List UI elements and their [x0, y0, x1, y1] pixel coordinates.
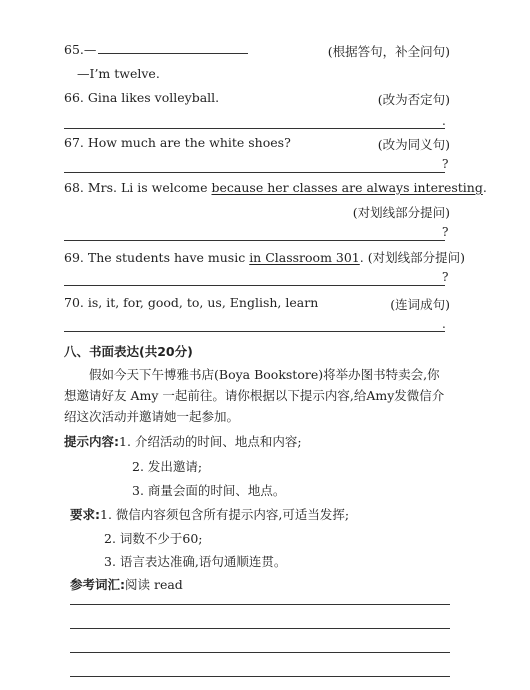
writing-line[interactable] — [70, 604, 450, 605]
end-punctuation: ? — [442, 157, 449, 171]
question-67: 67. How much are the white shoes? — [64, 135, 291, 150]
writing-line[interactable] — [70, 628, 450, 629]
requirement-item: 1. 微信内容须包含所有提示内容,可适当发挥; — [100, 507, 350, 522]
question-hint: (连词成句) — [390, 297, 450, 312]
requirement-item: 2. 词数不少于60; — [104, 531, 203, 546]
tips-first — [64, 432, 450, 450]
question-69 — [64, 248, 465, 266]
answer-blank[interactable] — [98, 43, 248, 54]
requirements-label: 要求: — [70, 507, 100, 522]
vocabulary — [70, 575, 450, 593]
end-punctuation: . — [442, 114, 446, 128]
tip-item: 3. 商量会面的时间、地点。 — [132, 483, 286, 498]
end-punctuation: ? — [442, 225, 449, 239]
question-text: 69. The students have music — [64, 250, 250, 265]
writing-line[interactable] — [70, 676, 450, 677]
question-hint: (根据答句，补全问句) — [327, 44, 450, 59]
question-hint: (改为否定句) — [377, 92, 450, 107]
question-text-end: . — [482, 180, 487, 195]
question-hint: (对划线部分提问) — [367, 250, 465, 265]
answer-line[interactable] — [64, 331, 445, 332]
underlined-part: in Classroom 301 — [249, 250, 360, 265]
end-punctuation: . — [442, 317, 446, 331]
answer-line[interactable] — [64, 128, 445, 129]
question-66: 66. Gina likes volleyball. — [64, 90, 220, 105]
writing-prompt: 假如今天下午博雅书店(Boya Bookstore)将举办图书特卖会,你想邀请好友 Amy 一起前往。请你根据以下提示内容,给Amy发微信介绍这次活动并邀请她一起参加。 — [64, 367, 445, 424]
vocabulary-words: 阅读 read — [125, 577, 183, 592]
answer-line[interactable] — [64, 285, 445, 286]
writing-line[interactable] — [70, 652, 450, 653]
end-punctuation: ? — [442, 270, 449, 284]
question-text-end: . — [359, 250, 368, 265]
question-70: 70. is, it, for, good, to, us, English, learn — [64, 295, 319, 310]
answer-line[interactable] — [64, 240, 445, 241]
requirement-item: 3. 语言表达准确,语句通顺连贯。 — [104, 554, 287, 569]
vocabulary-label: 参考词汇: — [70, 577, 125, 592]
tip-item: 2. 发出邀请; — [132, 459, 203, 474]
answer-line[interactable] — [64, 172, 445, 173]
question-text: 68. Mrs. Li is welcome — [64, 180, 212, 195]
question-number: 65. — [64, 42, 84, 57]
underlined-part: because her classes are always interesting — [211, 180, 483, 195]
question-68 — [64, 180, 487, 195]
tip-item: 1. 介绍活动的时间、地点和内容; — [119, 434, 302, 449]
section-title: 八、书面表达(共20分) — [64, 344, 193, 359]
dash: — — [83, 42, 97, 57]
given-answer: —I’m twelve. — [77, 66, 160, 81]
requirements-first — [70, 505, 450, 523]
tips-label: 提示内容: — [64, 434, 119, 449]
question-hint: (对划线部分提问) — [352, 205, 450, 220]
question-hint: (改为同义句) — [377, 137, 450, 152]
